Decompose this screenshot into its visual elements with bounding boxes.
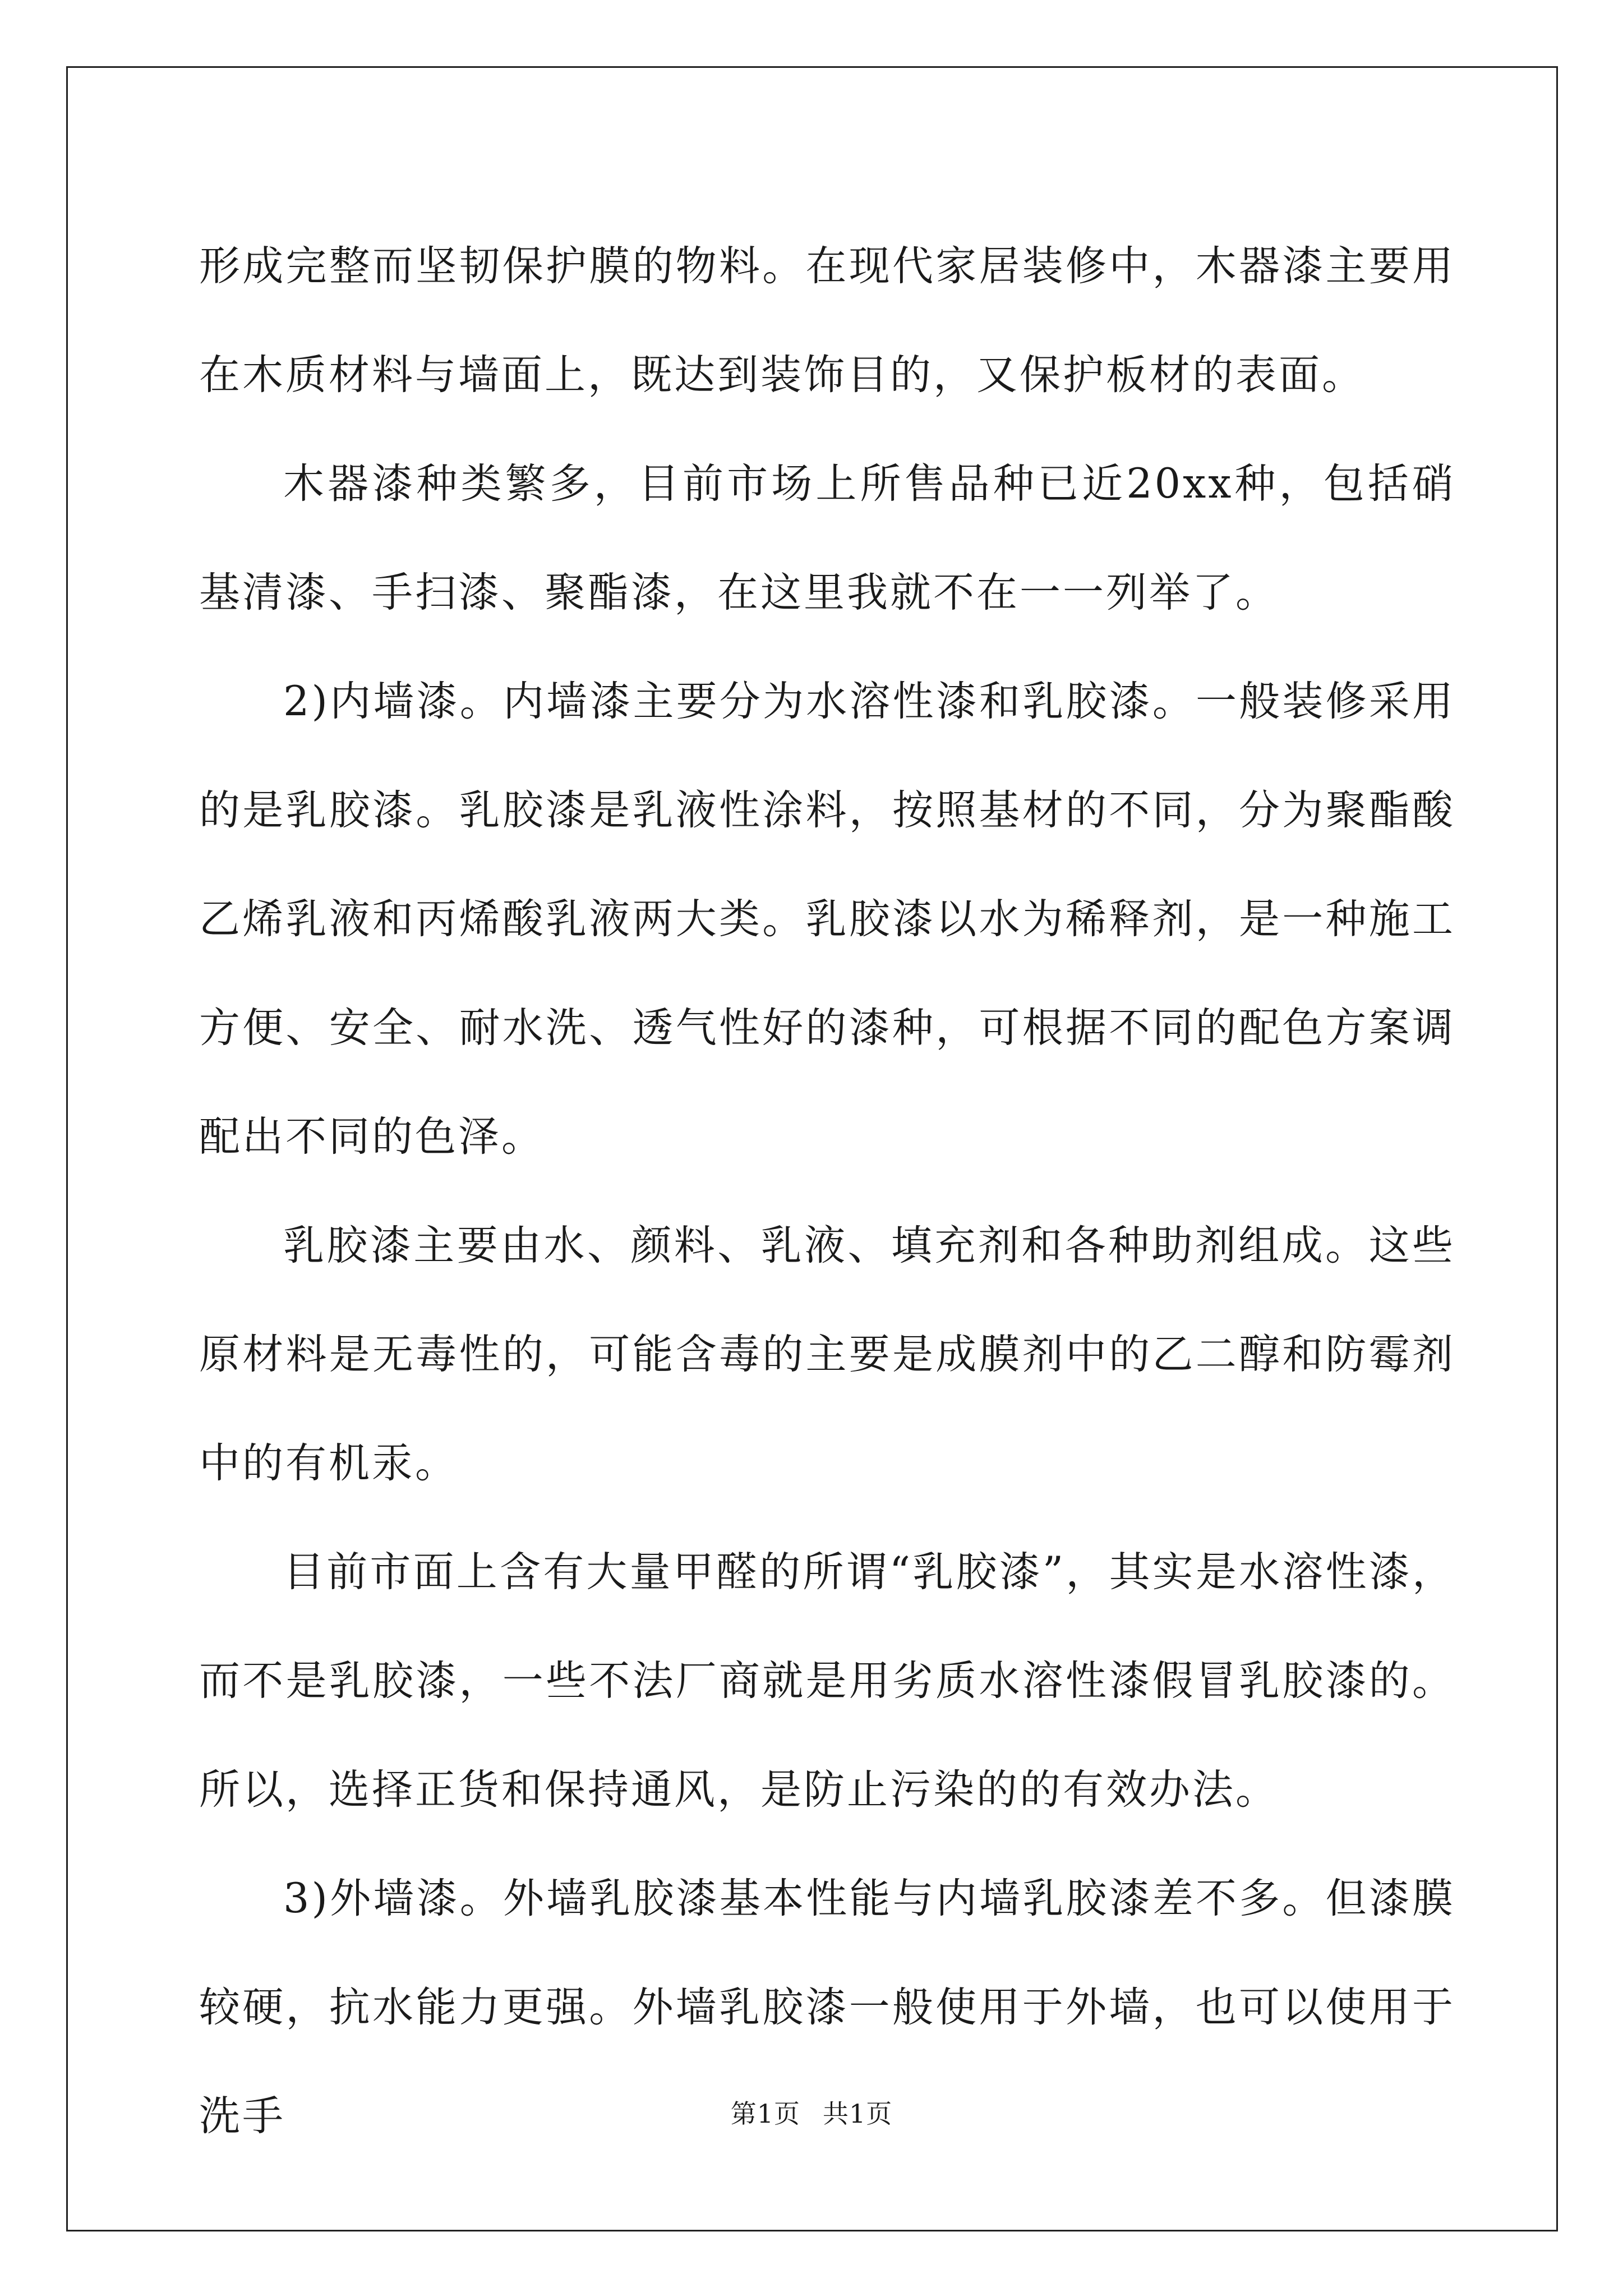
document-body xyxy=(199,212,1455,2171)
page-number-current: 第1页 xyxy=(730,2099,800,2129)
paragraph-3: 2)内墙漆。内墙漆主要分为水溶性漆和乳胶漆。一般装修采用的是乳胶漆。乳胶漆是乳液性涂料，按照基材的不同，分为聚酯酸乙烯乳液和丙烯酸乳液两大类。乳胶漆以水为稀释剂，是一种施工方便、安全、耐水洗、透气性好的漆种，可根据不同的配色方案调配出不同的色泽。 xyxy=(199,678,1455,1161)
page-footer xyxy=(0,2093,1623,2131)
paragraph-1: 形成完整而坚韧保护膜的物料。在现代家居装修中，木器漆主要用在木质材料与墙面上，既达到装饰目的，又保护板材的表面。 xyxy=(199,242,1455,399)
paragraph-6: 3)外墙漆。外墙乳胶漆基本性能与内墙乳胶漆差不多。但漆膜较硬，抗水能力更强。外墙乳胶漆一般使用于外墙，也可以使用于洗手 xyxy=(199,1875,1455,2140)
page-number-total: 共1页 xyxy=(823,2099,893,2129)
paragraph-5: 目前市面上含有大量甲醛的所谓“乳胶漆”，其实是水溶性漆，而不是乳胶漆，一些不法厂商就是用劣质水溶性漆假冒乳胶漆的。所以，选择正货和保持通风，是防止污染的的有效办法。 xyxy=(199,1548,1455,1814)
paragraph-2: 木器漆种类繁多，目前市场上所售品种已近20xx种，包括硝基清漆、手扫漆、聚酯漆，在这里我就不在一一列举了。 xyxy=(199,460,1455,616)
paragraph-4: 乳胶漆主要由水、颜料、乳液、填充剂和各种助剂组成。这些原材料是无毒性的，可能含毒的主要是成膜剂中的乙二醇和防霉剂中的有机汞。 xyxy=(199,1222,1455,1487)
